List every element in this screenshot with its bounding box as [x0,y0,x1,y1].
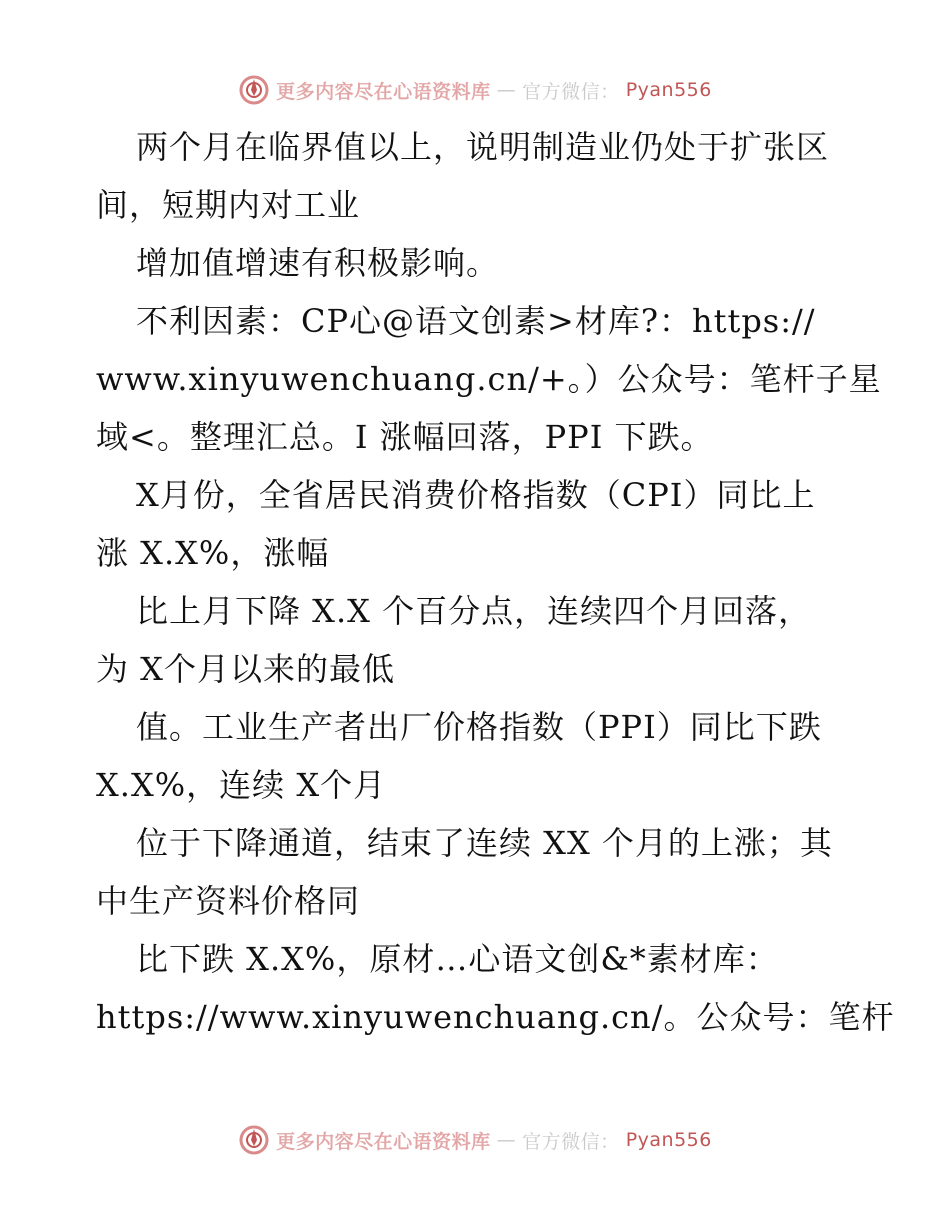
text-line: 增加值增速有积极影响。 [136,244,500,282]
text-line: 为 X个月以来的最低 [96,650,395,688]
text-line: 中生产资料价格同 [96,882,361,920]
document-body [96,118,895,1046]
text-line: X月份，全省居民消费价格指数（CPI）同比上 [136,476,816,514]
text-line: 比下跌 X.X%，原材…心语文创&*素材库： [136,940,779,978]
text-line: 域<。整理汇总。I 涨幅回落，PPI 下跌。 [96,418,714,456]
text-line: 涨 X.X%，涨幅 [96,534,330,572]
text-line: 比上月下降 X.X 个百分点，连续四个月回落， [136,592,812,630]
banner-wechat-label: 官方微信： [522,80,620,103]
text-line: 值。工业生产者出厂价格指数（PPI）同比下跌 [136,708,822,746]
banner-wechat-label: 官方微信： [522,1130,620,1153]
text-line: 两个月在临界值以上，说明制造业仍处于扩张区 [136,128,830,166]
banner-main-text: 更多内容尽在心语资料库 [276,80,491,103]
text-line: 间，短期内对工业 [96,186,361,224]
pen-logo-icon [238,74,270,106]
text-line: X.X%，连续 X个月 [96,766,387,804]
text-line: 位于下降通道，结束了连续 XX 个月的上涨；其 [136,824,833,862]
banner-separator: — [496,79,517,101]
banner-separator: — [496,1129,517,1151]
text-line: 不利因素：CP心@语文创素>材库?：https:// [136,302,816,340]
text-line: www.xinyuwenchuang.cn/+。）公众号：笔杆子星 [96,360,882,398]
header-banner [0,70,950,110]
footer-banner [0,1120,950,1160]
banner-wechat-id: Pyan556 [625,1129,712,1151]
banner-main-text: 更多内容尽在心语资料库 [276,1130,491,1153]
banner-wechat-id: Pyan556 [625,79,712,101]
pen-logo-icon [238,1124,270,1156]
text-line: https://www.xinyuwenchuang.cn/。公众号：笔杆 [96,998,895,1036]
